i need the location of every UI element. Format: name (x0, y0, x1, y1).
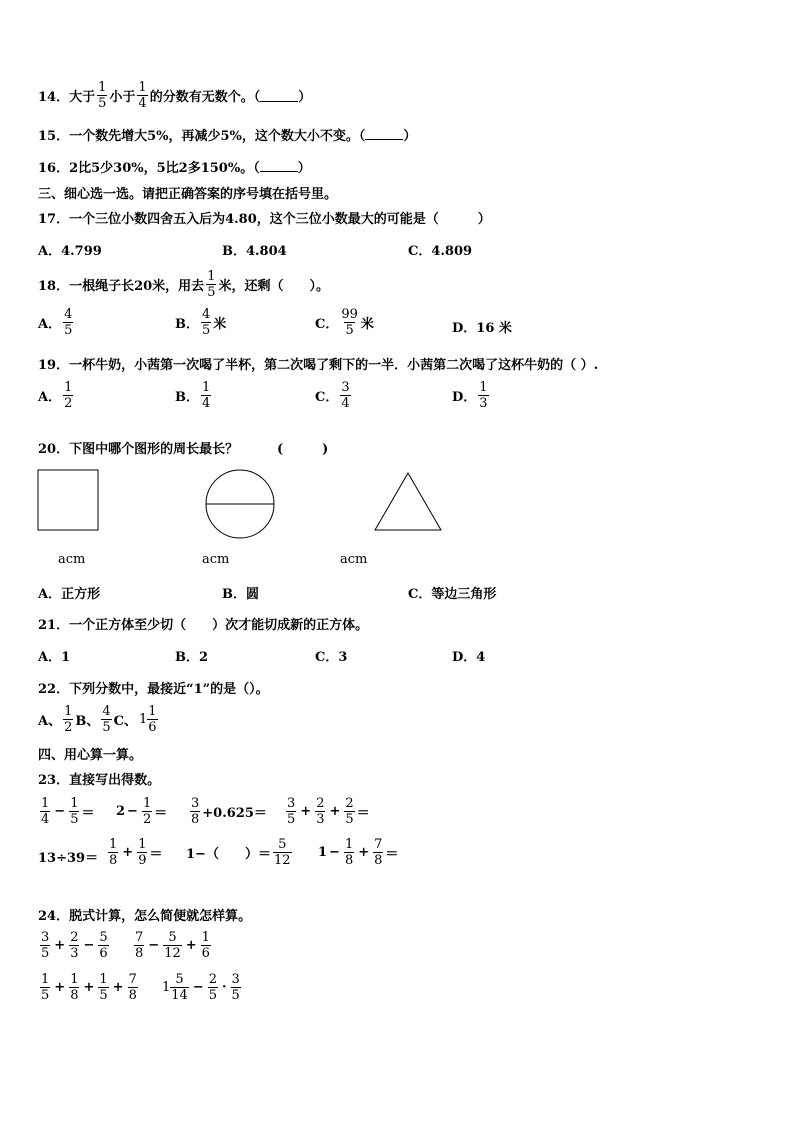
fraction: $\frac{4}{5}$ (102, 704, 111, 735)
expression: 1−（ ）＝ $\frac{5}{12}$ (186, 837, 291, 868)
section-heading: 四、用心算一算。 (38, 748, 143, 763)
option-a[interactable]: A．4.799 (38, 244, 102, 259)
question-20: 20．下图中哪个图形的周长最长？ (38, 442, 239, 457)
figure-caption: acm (58, 552, 86, 567)
question-text: 大于 (69, 90, 96, 105)
fraction: $\frac{1}{2}$ (64, 380, 73, 411)
option-d[interactable]: D．16 米 (452, 321, 512, 336)
option-d[interactable]: D． $\frac{1}{3}$ (452, 380, 488, 411)
question-14: 14． 大于 $\frac{1}{5}$ 小于 $\frac{1}{4}$ 的分数有无数个。（ ） (38, 80, 312, 111)
option-b[interactable]: B．圆 (222, 587, 259, 602)
question-24: 24．脱式计算，怎么简便就怎样算。 (38, 909, 252, 924)
option-b[interactable]: B． $\frac{1}{4}$ (175, 380, 211, 411)
option-a[interactable]: A．正方形 (38, 587, 101, 602)
question-22: 22．下列分数中，最接近“1”的是（）。 (38, 682, 269, 697)
option-a[interactable]: A．1 (38, 650, 71, 665)
fraction: $\frac{1}{5}$ (207, 269, 216, 300)
fraction: $\frac{4}{5}$ (202, 307, 211, 338)
question-22-options: A、 $\frac{1}{2}$ B、 $\frac{4}{5}$ C、 1 $\frac{1}{6}$ (38, 704, 157, 735)
question-21: 21．一个正方体至少切（ ）次才能切成新的正方体。 (38, 618, 369, 633)
expression: 1 − $\frac{1}{8}$ + $\frac{7}{8}$ ＝ (318, 837, 399, 868)
option-b[interactable]: B． $\frac{4}{5}$ 米 (175, 307, 227, 338)
question-15: 15．一个数先增大5%，再减少5%，这个数大小不变。（ ） (38, 129, 417, 144)
question-23: 23．直接写出得数。 (38, 773, 161, 788)
question-text: 小于 (109, 90, 136, 105)
expression: $\frac{1}{8}$ + $\frac{1}{9}$ ＝ (109, 837, 163, 868)
expression: $\frac{3}{5}$ + $\frac{2}{3}$ − $\frac{5}{6}$ (41, 930, 108, 961)
option-c[interactable]: C．4.809 (408, 244, 473, 259)
option-c[interactable]: C．等边三角形 (408, 587, 497, 602)
option-c[interactable]: C． $\frac{99}{5}$ 米 (315, 307, 374, 338)
question-17: 17．一个三位小数四舍五入后为4.80，这个三位小数最大的可能是（ ） (38, 212, 491, 227)
option-b[interactable]: B．2 (175, 650, 209, 665)
option-a[interactable]: A． $\frac{1}{2}$ (38, 380, 73, 411)
question-16: 16．2比5少30%，5比2多150%。（ ） (38, 161, 311, 176)
triangle-figure (372, 470, 444, 534)
fraction: $\frac{99}{5}$ (341, 307, 358, 338)
fraction: $\frac{1}{2}$ (64, 704, 73, 735)
question-number: 14． (38, 90, 70, 105)
section-heading: 三、细心选一选。请把正确答案的序号填在括号里。 (38, 187, 338, 202)
figure-caption: acm (202, 552, 230, 567)
option-b[interactable]: B．4.804 (222, 244, 287, 259)
question-text: 16．2比5少30%，5比2多150%。（ (38, 161, 260, 176)
fraction: $\frac{1}{4}$ (202, 380, 211, 411)
fraction: $\frac{1}{4}$ (138, 80, 147, 111)
expression: $\frac{3}{5}$ + $\frac{2}{3}$ + $\frac{2}{5}$ ＝ (287, 796, 370, 827)
answer-blank[interactable] (260, 89, 298, 102)
fraction: $\frac{3}{4}$ (341, 380, 350, 411)
expression: $\frac{1}{4}$ − $\frac{1}{5}$ ＝ (41, 796, 95, 827)
answer-paren[interactable]: ( ) (277, 442, 329, 457)
question-text: 15．一个数先增大5%，再减少5%，这个数大小不变。（ (38, 129, 366, 144)
option-c[interactable]: C．3 (315, 650, 348, 665)
fraction: $\frac{1}{3}$ (479, 380, 488, 411)
fraction: $\frac{1}{5}$ (98, 80, 107, 111)
expression: 1 $\frac{5}{14}$ − $\frac{2}{5}$ · $\frac{3}{5}$ (162, 972, 240, 1003)
expression: $\frac{7}{8}$ − $\frac{5}{12}$ + $\frac{1}{6}$ (135, 930, 210, 961)
question-text: 的分数有无数个。（ (149, 90, 261, 105)
option-c[interactable]: C． $\frac{3}{4}$ (315, 380, 350, 411)
question-18: 18．一根绳子长20米，用去 $\frac{1}{5}$ 米，还剩（ ）。 (38, 269, 329, 300)
square-figure (36, 468, 102, 534)
answer-blank[interactable] (260, 159, 298, 172)
circle-figure (202, 466, 278, 542)
answer-blank[interactable] (365, 127, 403, 140)
expression: 2 − $\frac{1}{2}$ ＝ (116, 796, 168, 827)
option-a[interactable]: A． $\frac{4}{5}$ (38, 307, 73, 338)
expression: $\frac{1}{5}$ + $\frac{1}{8}$ + $\frac{1}{5}$ + $\frac{7}{8}$ (41, 972, 137, 1003)
fraction: $\frac{1}{6}$ (148, 704, 157, 735)
fraction: $\frac{4}{5}$ (64, 307, 73, 338)
figure-caption: acm (340, 552, 368, 567)
option-d[interactable]: D．4 (452, 650, 486, 665)
expression: $\frac{3}{8}$ +0.625＝ (191, 796, 267, 827)
question-19: 19．一杯牛奶，小茜第一次喝了半杯，第二次喝了剩下的一半．小茜第二次喝了这杯牛奶的（ ）. (38, 358, 599, 373)
expression: 13÷39＝ (38, 851, 99, 866)
